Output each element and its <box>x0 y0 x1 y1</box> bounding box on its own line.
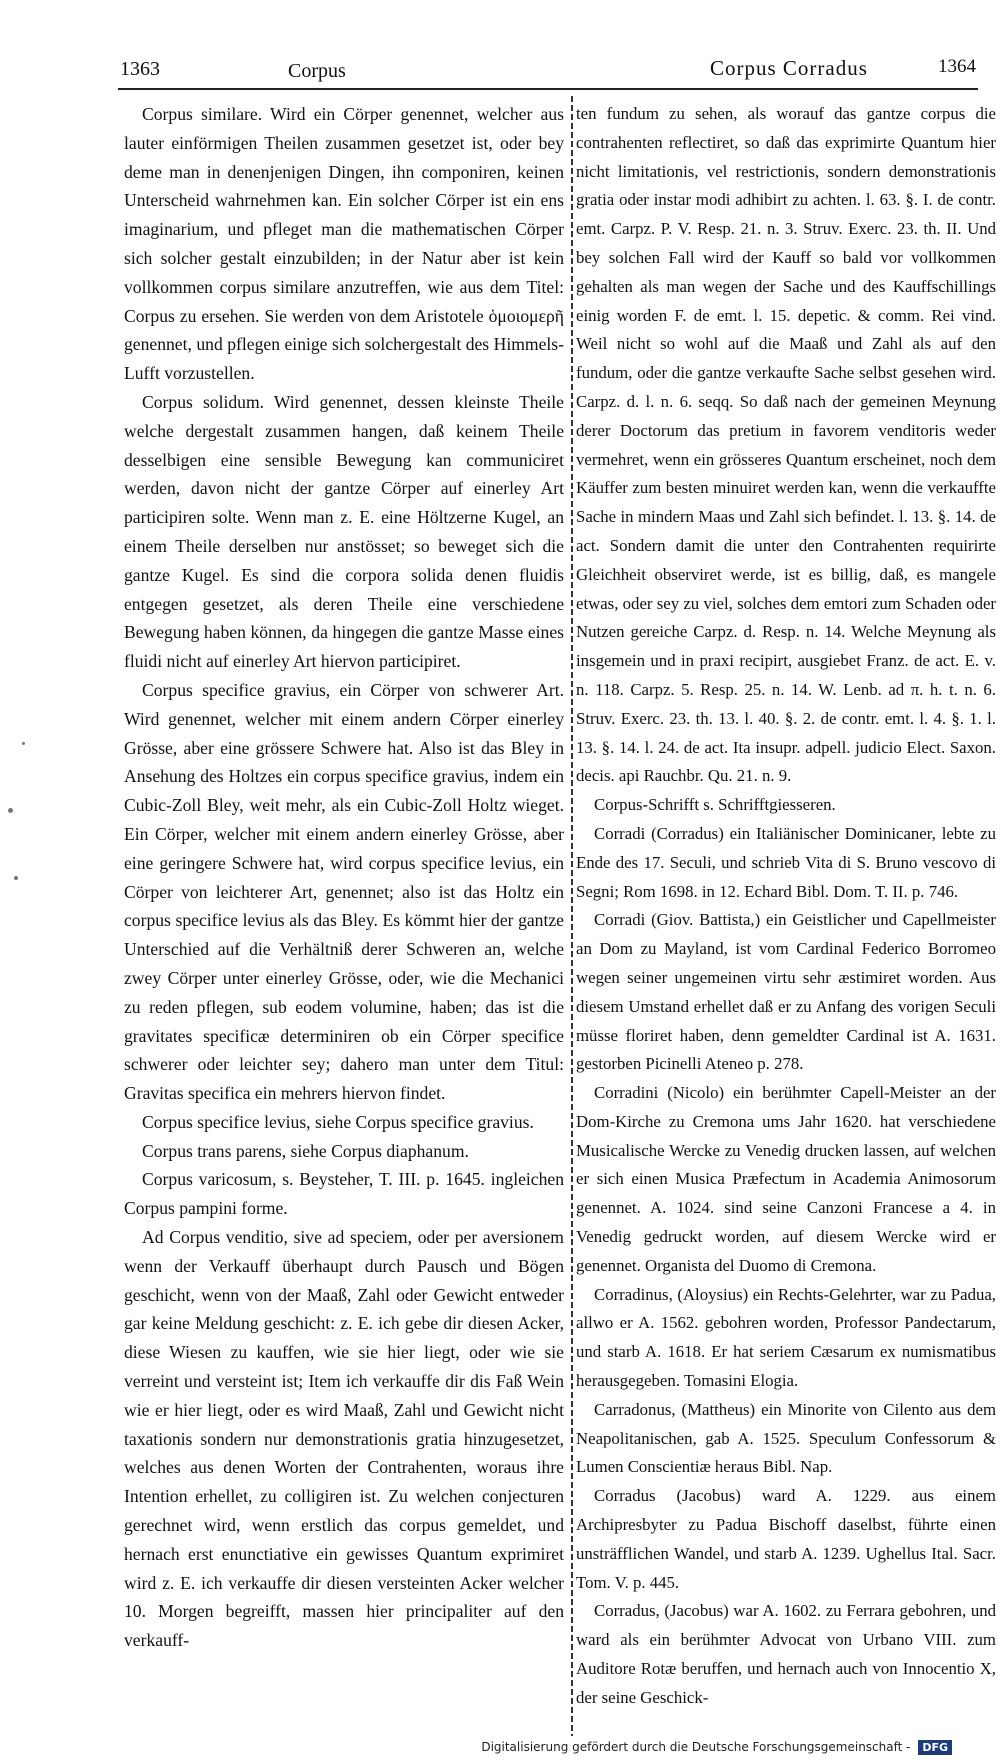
scan-speck <box>14 876 18 880</box>
header-rule <box>118 88 978 90</box>
entry-text: ward A. 1229. aus einem Archipresbyter zu Padua Bischoff daselbst, führte einen unsträfflichen Wandel, und starb A. 1239. Ughellus Ital. Sacr. Tom. V. p. 445. <box>576 1486 996 1592</box>
entry-text: ten fundum zu sehen, als worauf das gantze corpus die contrahenten reflectiret, so daß das exprimirte Quantum hier nicht limitationis, vel restrictionis, sondern demonstrationis gratia oder instar modi adhibirt zu achten. l. 63. §. I. de contr. emt. Carpz. P. V. Resp. 21. n. 3. Struv. Exerc. 23. th. II. Und bey solchen Fall wird der Kauff so bald vor vollkommen gehalten als man wegen der Sache und des Kauffschillings einig worden F. de emt. l. 15. depetic. & comm. Rei vind. Weil nicht so wohl auf die Maaß und Zahl als auf den fundum, oder die gantze verkaufte Sache selbst gesehen wird. Carpz. d. l. n. 6. seqq. So daß nach der gemeinen Meynung derer Doctorum das pretium in favorem venditoris weder vermehret, wenn ein grösseres Quantum erscheinet, noch dem Käuffer zum besten minuiret werden kan, wenn die verkauffte Sache in mindern Maas und Zahl sich befindet. l. 13. §. 14. de act. Sondern damit die unter den Contrahenten requirirte Gleichheit observiret werde, ist es billig, daß, es mangele etwas, oder sey zu viel, solches dem emtori zum Schaden oder Nutzen gereiche Carpz. d. Resp. n. 14. Welche Meynung als insgemein und in praxi recipirt, ausgiebet Franz. de act. E. v. n. 118. Carpz. 5. Resp. 25. n. 14. W. Lenb. ad π. h. t. n. 6. Struv. Exerc. 23. th. 13. l. 40. §. 2. de contr. emt. l. 4. §. 1. l. 13. §. 14. l. 24. de act. Ita insupr. adpell. judicio Elect. Saxon. decis. api Rauchbr. Qu. 21. n. 9. <box>576 104 996 786</box>
entry-text: ein Rechts-Gelehrter, war zu Padua, allwo er A. 1562. gebohren worden, Professor Pandectarum, und starb A. 1618. Er hat seriem Cæsarum ex numismatibus herausgegeben. Tomasini Elogia. <box>576 1284 996 1391</box>
entry-lemma: Corradi (Giov. Battista,) <box>594 910 761 930</box>
dictionary-entry <box>576 906 996 1079</box>
running-title-right: Corpus Corradus <box>710 56 868 80</box>
dictionary-entry <box>124 1137 564 1166</box>
dictionary-entry <box>124 1165 564 1223</box>
dictionary-entry <box>124 1223 564 1655</box>
entry-lemma: Corradus (Jacobus) <box>594 1486 741 1506</box>
right-column <box>576 100 996 1713</box>
entry-text: s. Schrifftgiesseren. <box>699 795 836 815</box>
page-number-left: 1363 <box>120 58 160 80</box>
entry-text: ein Italiänischer Dominicaner, lebte zu Ende des 17. Seculi, und schrieb Vita di S. Bruno vescovo di Segni; Rom 1698. in 12. Echard Bibl. Dom. T. II. p. 746. <box>576 823 996 901</box>
entry-text: Wird ein Cörper genennet, welcher aus lauter einförmigen Theilen zusammen gesetzet ist, oder bey deme man in denenjenigen Dingen, ihn componiren, keinen Unterscheid wahrnehmen kan. Ein solcher Cörper ist ein ens imaginarium, und pfleget man die mathematischen Cörper sich solcher gestalt einzubilden; in der Natur aber ist kein vollkommen corpus similare anzutreffen, wie aus dem Titel: Corpus zu ersehen. Sie werden von dem Aristotele ὁμοιομερῆ genennet, und pflegen einige sich solchergestalt des Himmels-Lufft vorzustellen. <box>124 104 564 384</box>
digitization-footer <box>0 1740 1000 1762</box>
entry-text: s. Beysteher, T. III. p. 1645. ingleichen Corpus pampini forme. <box>124 1169 565 1219</box>
left-column <box>124 100 564 1655</box>
dictionary-entry <box>576 100 996 791</box>
column-divider <box>571 96 573 1736</box>
entry-text: siehe Corpus specifice gravius. <box>310 1111 534 1132</box>
dfg-logo: DFG <box>918 1740 952 1755</box>
entry-lemma: Ad Corpus venditio, <box>142 1227 288 1248</box>
entry-lemma: Corpus solidum. <box>142 391 265 412</box>
dictionary-entry <box>576 1482 996 1597</box>
entry-lemma: Corpus-Schrifft <box>594 795 700 815</box>
entry-text: ein Geistlicher und Capellmeister an Dom zu Mayland, ist vom Cardinal Federico Borromeo wegen seiner ungemeinen virtu sehr æstimiret worden. Aus diesem Umstand erhellet daß er zu Anfang des vorigen Seculi müsse floriret haben, denn gemeldter Cardinal ist A. 1631. gestorben Picinelli Ateneo p. 278. <box>576 910 996 1074</box>
entry-text: war A. 1602. zu Ferrara gebohren, und ward als ein berühmter Advocat von Urbano VIII. zum Auditore Rotæ beruffen, und hernach auch von Innocentio X, der seine Geschick- <box>576 1601 997 1707</box>
entry-text: ein Minorite von Cilento aus dem Neapolitanischen, gab A. 1525. Speculum Confessorum & Lumen Conscientiæ heraus Bibl. Nap. <box>576 1399 996 1477</box>
entry-lemma: Corpus trans parens, <box>142 1140 287 1161</box>
dictionary-entry <box>576 1079 996 1281</box>
dictionary-entry <box>576 1281 996 1396</box>
dictionary-entry <box>576 1396 996 1482</box>
dictionary-entry <box>124 388 564 676</box>
entry-text: sive ad speciem, oder per aversionem wenn der Verkauff überhaupt durch Pausch und Bögen geschicht, wenn von der Maaß, Zahl oder Gewicht entweder gar keine Meldung geschicht: z. E. ich gebe dir diesen Acker, diese Wiesen zu kauffen, wie sie hier liegt, oder wie sie verreint und versteint ist; Item ich verkauffe dir dis Faß Wein wie er hier liegt, oder es wird Maaß, Zahl und Gewicht nicht taxationis sondern nur demonstrationis gratia hinzugesetzet, welches aus denen Worten der Contrahenten, woraus ihre Intention erhellet, zu colligiren ist. Zu welchen conjecturen gerechnet wird, wenn erstlich das corpus gemeldet, und hernach erst enunctiative ein gewisses Quantum exprimiret wird z. E. ich verkauffe dir diesen versteinten Acker welcher 10. Morgen begreifft, massen hier principaliter auf den verkauff- <box>124 1227 564 1651</box>
scan-speck <box>22 742 25 745</box>
dictionary-entry <box>124 1108 564 1137</box>
entry-lemma: Corpus varicosum, <box>142 1169 277 1190</box>
dictionary-entry <box>576 791 996 820</box>
entry-lemma: Corpus specifice gravius, <box>142 679 331 700</box>
entry-lemma: Corradus, (Jacobus) <box>594 1601 729 1621</box>
entry-text: siehe Corpus diaphanum. <box>286 1140 469 1161</box>
entry-lemma: Corpus similare. <box>142 104 263 124</box>
dictionary-entry <box>576 820 996 906</box>
entry-lemma: Corpus specifice levius, <box>142 1111 311 1132</box>
page-number-right: 1364 <box>938 56 976 77</box>
running-title-left: Corpus <box>288 60 346 82</box>
entry-text: ein berühmter Capell-Meister an der Dom-Kirche zu Cremona ums Jahr 1620. hat verschiedene Musicalische Wercke zu Venedig drucken lassen, auf welchen er sich einen Musica Præfectum in Academia Animosorum genennet. A. 1024. sind seine Canzoni Francese a 4. in Venedig gedruckt worden, auf diesem Wercke wird er genennet. Organista del Duomo di Cremona. <box>576 1083 996 1275</box>
dictionary-entry <box>124 100 564 388</box>
running-header <box>120 58 980 88</box>
entry-lemma: Corradinus, (Aloysius) <box>594 1284 749 1304</box>
entry-lemma: Carradonus, (Mattheus) <box>594 1399 756 1419</box>
entry-lemma: Corradi (Corradus) <box>594 823 724 843</box>
dictionary-entry <box>124 676 564 1108</box>
footer-text: Digitalisierung gefördert durch die Deutsche Forschungsgemeinschaft - <box>481 1740 911 1754</box>
entry-text: Wird genennet, dessen kleinste Theile welche dergestalt zusammen hangen, daß keinem Theile desselbigen eine sensible Bewegung kan communiciret werden, davon nicht der gantze Cörper auf einerley Art participiren solte. Wenn man z. E. eine Höltzerne Kugel, an einem Theile derselben nur anstösset; so beweget sich die gantze Kugel. Es sind die corpora solida denen fluidis entgegen gesetzet, als deren Theile eine verschiedene Bewegung haben können, da hingegen die gantze Masse eines fluidi nicht auf einerley Art hiervon participiret. <box>124 391 564 672</box>
entry-lemma: Corradini (Nicolo) <box>594 1083 725 1103</box>
entry-text: ein Cörper von schwerer Art. Wird genennet, welcher mit einem andern Cörper einerley Grösse, aber eine grössere Schwere hat. Also ist das Bley in Ansehung des Holtzes ein corpus specifice gravius, indem ein Cubic-Zoll Bley, weit mehr, als ein Cubic-Zoll Holtz wieget. Ein Cörper, welcher mit einem andern einerley Grösse, aber eine geringere Schwere hat, wird corpus specifice levius, ein Cörper von leichterer Art, genennet; also ist das Holtz ein corpus specifice levius als das Bley. Es kömmt hier der gantze Unterschied auf die Verhältniß derer Schweren an, welche zwey Cörper unter einerley Grösse, oder, wie die Mechanici zu reden pflegen, sub eodem volumine, haben; das ist die gravitates specificæ determiniren ob ein Cörper specifice schwerer oder leichter sey; dahero man unter dem Titul: Gravitas specifica ein mehrers hiervon findet. <box>124 679 565 1104</box>
dictionary-entry <box>576 1597 996 1712</box>
scan-speck <box>8 808 13 813</box>
